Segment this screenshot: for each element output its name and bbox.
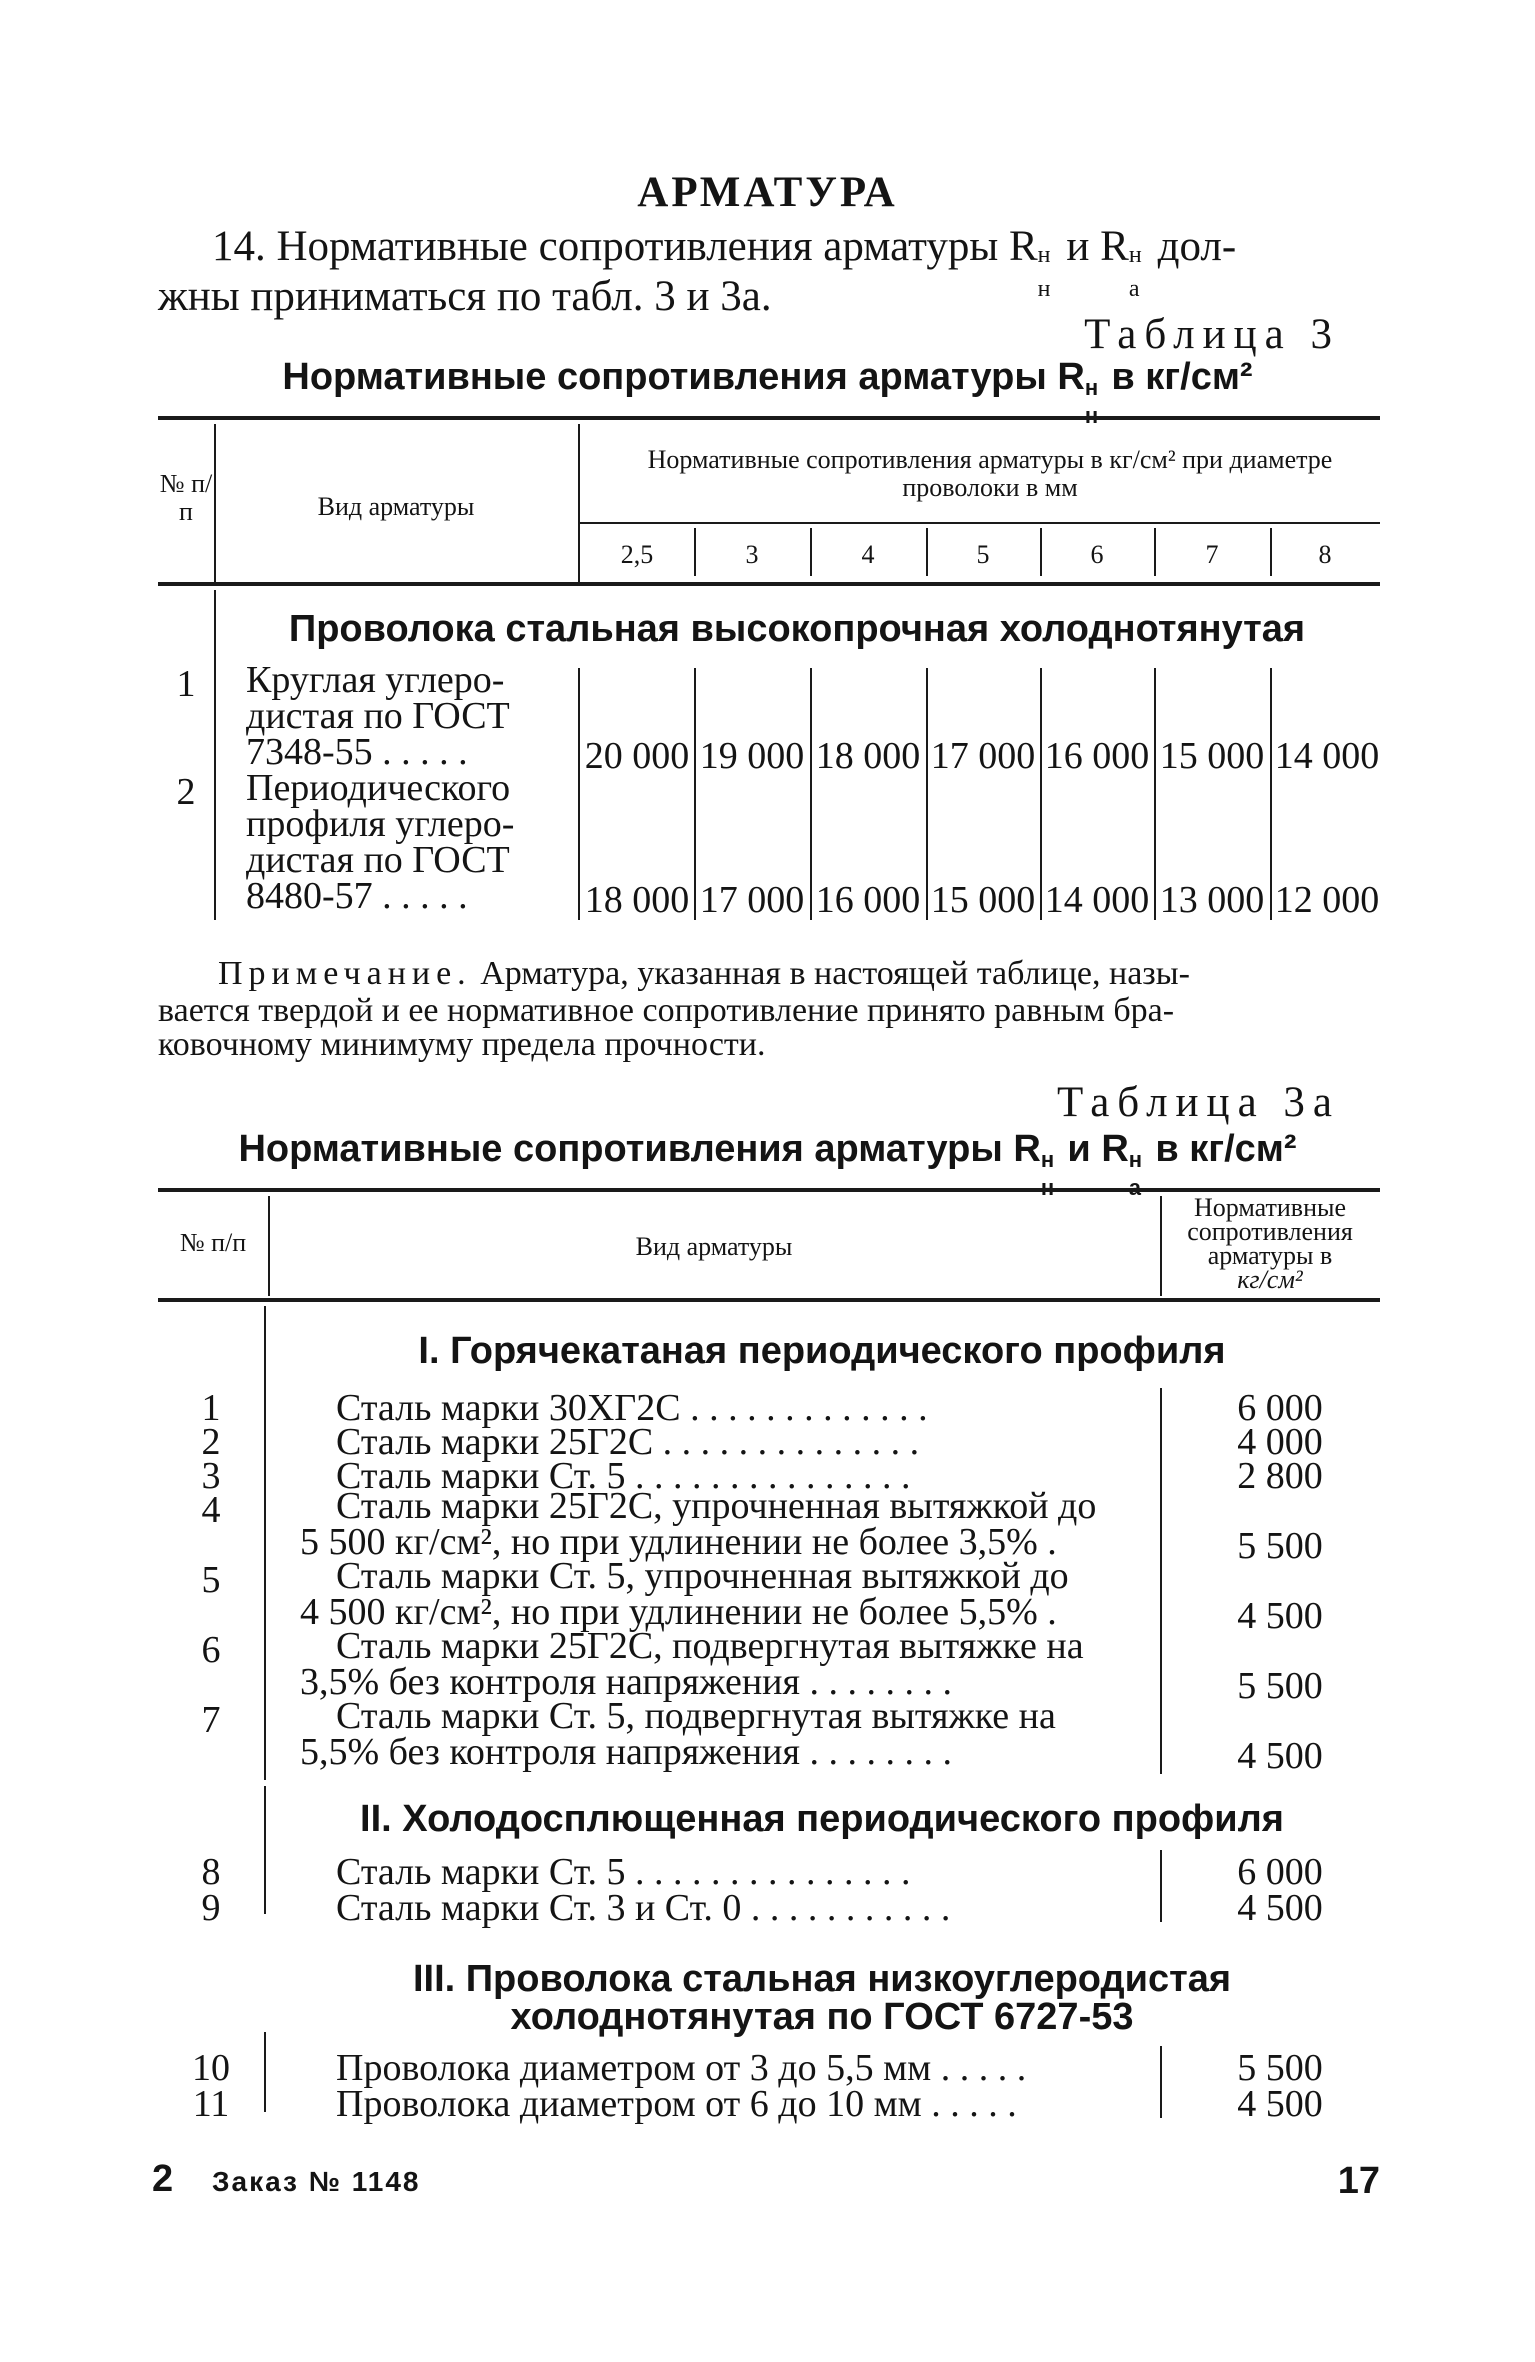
table3-row-1-val-6: 16 000 bbox=[1044, 735, 1150, 777]
table3a-row-5-value: 4 500 bbox=[1237, 1595, 1323, 1637]
table3a-row-11-value: 4 500 bbox=[1237, 2083, 1323, 2125]
intro-line-2: жны приниматься по табл. 3 и 3а. bbox=[158, 273, 772, 320]
table3a-col-value: Нормативные сопротивления арматуры в кг/см² bbox=[1187, 1193, 1353, 1294]
note-line-2: вается твердой и ее нормативное сопротивление принято равным бра- bbox=[158, 992, 1175, 1029]
table3a-row-6-value: 5 500 bbox=[1237, 1665, 1323, 1707]
diameter-7: 7 bbox=[1205, 540, 1219, 569]
table3-row-1-val-7: 15 000 bbox=[1159, 735, 1265, 777]
table3a-row-2-type: Сталь марки 25Г2С . . . . . . . . . . . . . . bbox=[336, 1421, 920, 1463]
table3a-row-11-type: Проволока диаметром от 6 до 10 мм . . . . . bbox=[336, 2083, 1017, 2125]
table3a-row-9-value: 4 500 bbox=[1237, 1887, 1323, 1929]
table3-row-2-no: 2 bbox=[176, 771, 196, 813]
table3-label: Таблица 3 bbox=[1084, 311, 1340, 358]
table3-row-2-type: Периодического профиля углеро- дистая по ГОСТ 8480-57 . . . . . bbox=[246, 767, 515, 917]
table3a-section-1-title: I. Горячекатаная периодического профиля bbox=[418, 1330, 1226, 1372]
table3-row-2-val-7: 13 000 bbox=[1159, 879, 1265, 921]
section-title: АРМАТУРА bbox=[637, 169, 898, 216]
note: Примечание. Арматура, указанная в настоящей таблице, назы- bbox=[218, 955, 1190, 992]
diameter-2-5: 2,5 bbox=[620, 540, 654, 569]
sheet-mark: 2 bbox=[152, 2158, 174, 2200]
table3a-col-type: Вид арматуры bbox=[635, 1232, 793, 1261]
table3-title: Нормативные сопротивления арматуры R н в кг/см² bbox=[282, 356, 1253, 400]
table3a-row-2-no: 2 bbox=[201, 1421, 221, 1463]
table3a-row-2-value: 4 000 bbox=[1237, 1421, 1323, 1463]
intro-line-1: 14. Нормативные сопротивления арматуры R н н и R н а дол- bbox=[212, 223, 1237, 302]
table3a-row-8-value: 6 000 bbox=[1237, 1851, 1323, 1893]
table3-col-type: Вид арматуры bbox=[317, 492, 475, 521]
note-label: Примечание. bbox=[218, 955, 472, 992]
table3a-row-7-type: Сталь марки Ст. 5, подвергнутая вытяжке на 5,5% без контроля напряжения . . . . . . . . bbox=[300, 1695, 1056, 1773]
table3a-row-7-value: 4 500 bbox=[1237, 1735, 1323, 1777]
diameter-3: 3 bbox=[745, 540, 759, 569]
table3a-row-8-type: Сталь марки Ст. 5 . . . . . . . . . . . . . . . bbox=[336, 1851, 911, 1893]
table3a-row-1-type: Сталь марки 30ХГ2С . . . . . . . . . . . . . bbox=[336, 1387, 928, 1429]
table3a-row-6-no: 6 bbox=[201, 1629, 221, 1671]
table3a-row-10-no: 10 bbox=[192, 2047, 230, 2089]
table3-col-group: Нормативные сопротивления арматуры в кг/см² при диаметре проволоки в мм bbox=[647, 445, 1333, 502]
page-number: 17 bbox=[1337, 2160, 1380, 2202]
table3a-section-3-title: III. Проволока стальная низкоуглеродистая холоднотянутая по ГОСТ 6727-53 bbox=[412, 1958, 1232, 2038]
diameter-5: 5 bbox=[976, 540, 990, 569]
diameter-4: 4 bbox=[861, 540, 875, 569]
table3-row-1-val-4: 18 000 bbox=[815, 735, 921, 777]
table3a-row-6-type: Сталь марки 25Г2С, подвергнутая вытяжке на 3,5% без контроля напряжения . . . . . . . . bbox=[300, 1625, 1084, 1703]
table3-row-2-val-2-5: 18 000 bbox=[584, 879, 690, 921]
table3a-row-5-type: Сталь марки Ст. 5, упрочненная вытяжкой до 4 500 кг/см², но при удлинении не более 5,5% . bbox=[300, 1555, 1069, 1633]
table3a-row-3-value: 2 800 bbox=[1237, 1455, 1323, 1497]
table3a-col-no: № п/п bbox=[179, 1228, 247, 1257]
table3a-row-1-no: 1 bbox=[201, 1387, 221, 1429]
table3-row-1-val-5: 17 000 bbox=[930, 735, 1036, 777]
table3a-row-9-no: 9 bbox=[201, 1887, 221, 1929]
table3-section-title: Проволока стальная высокопрочная холоднотянутая bbox=[288, 608, 1306, 650]
table3a-title: Нормативные сопротивления арматуры R н и R н в кг/см² bbox=[238, 1128, 1297, 1172]
table3-row-2-val-4: 16 000 bbox=[815, 879, 921, 921]
diameter-6: 6 bbox=[1090, 540, 1104, 569]
table3-row-1-val-3: 19 000 bbox=[699, 735, 805, 777]
table3a-row-8-no: 8 bbox=[201, 1851, 221, 1893]
table3a-row-9-type: Сталь марки Ст. 3 и Ст. 0 . . . . . . . . . . . bbox=[336, 1887, 951, 1929]
table3a-row-3-no: 3 bbox=[201, 1455, 221, 1497]
table3-row-1-no: 1 bbox=[176, 663, 196, 705]
table3a-row-5-no: 5 bbox=[201, 1559, 221, 1601]
table3a-row-4-no: 4 bbox=[201, 1489, 221, 1531]
table3a-label: Таблица 3а bbox=[1057, 1079, 1340, 1126]
table3a-row-7-no: 7 bbox=[201, 1699, 221, 1741]
table3-row-2-val-5: 15 000 bbox=[930, 879, 1036, 921]
table3-row-1-val-8: 14 000 bbox=[1274, 735, 1380, 777]
table3a-section-2-title: II. Холодосплющенная периодического профиля bbox=[360, 1798, 1284, 1840]
note-line-3: ковочному минимуму предела прочности. bbox=[158, 1026, 766, 1063]
table3-row-2-val-8: 12 000 bbox=[1274, 879, 1380, 921]
table3-row-1-val-2-5: 20 000 bbox=[584, 735, 690, 777]
table3a-row-4-type: Сталь марки 25Г2С, упрочненная вытяжкой до 5 500 кг/см², но при удлинении не более 3,5% . bbox=[300, 1485, 1097, 1563]
table3-col-no: № п/п bbox=[159, 469, 213, 526]
table3-row-2-val-3: 17 000 bbox=[699, 879, 805, 921]
table3a-row-10-value: 5 500 bbox=[1237, 2047, 1323, 2089]
diameter-8: 8 bbox=[1318, 540, 1332, 569]
order-number: Заказ № 1148 bbox=[212, 2166, 421, 2197]
table3a-row-11-no: 11 bbox=[192, 2083, 230, 2125]
table3-row-2-val-6: 14 000 bbox=[1044, 879, 1150, 921]
table3a-row-1-value: 6 000 bbox=[1237, 1387, 1323, 1429]
table3a-row-3-type: Сталь марки Ст. 5 . . . . . . . . . . . . . . . bbox=[336, 1455, 911, 1497]
table3a-row-4-value: 5 500 bbox=[1237, 1525, 1323, 1567]
table3-row-1-type: Круглая углеро- дистая по ГОСТ 7348-55 . . . . . bbox=[246, 659, 510, 773]
table3a-row-10-type: Проволока диаметром от 3 до 5,5 мм . . . . . bbox=[336, 2047, 1027, 2089]
